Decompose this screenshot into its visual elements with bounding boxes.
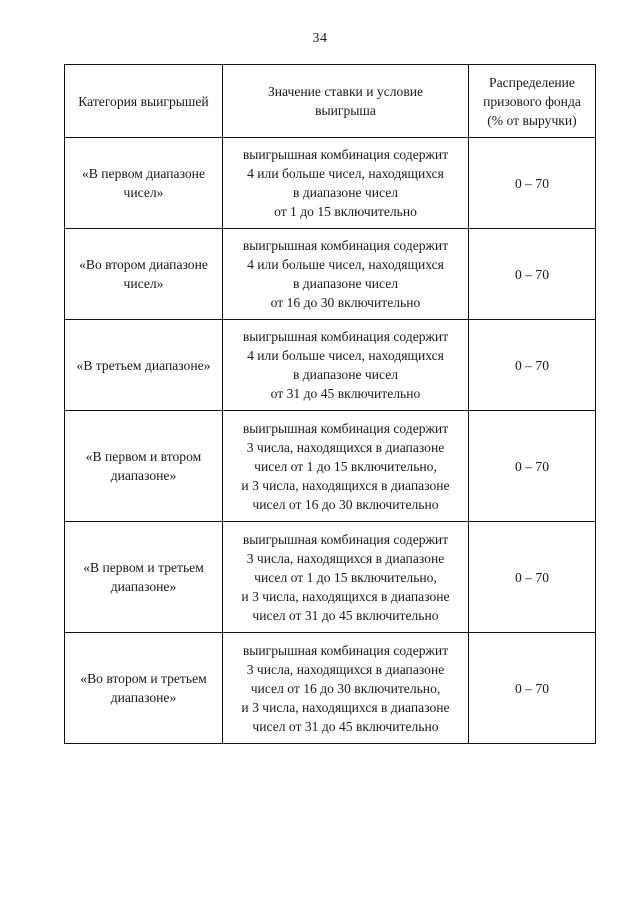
condition-cell [223, 522, 469, 633]
condition-line: от 1 до 15 включительно [274, 204, 417, 219]
table-row [65, 522, 596, 633]
category-cell: «В третьем диапазоне» [65, 320, 223, 411]
page-number: 34 [312, 31, 328, 46]
condition-line: в диапазоне чисел [292, 367, 399, 382]
category-cell: «Во втором и третьем диапазоне» [65, 633, 223, 744]
distribution-cell: 0 – 70 [469, 320, 596, 411]
condition-line: чисел от 31 до 45 включительно [252, 718, 439, 734]
condition-cell [223, 411, 469, 522]
condition-line: чисел от 16 до 30 включительно, [250, 680, 441, 696]
category-cell: «Во втором диапазоне чисел» [65, 229, 223, 320]
condition-line: выигрышная комбинация содержит [242, 147, 449, 162]
condition-cell [223, 229, 469, 320]
condition-line: чисел от 31 до 45 включительно [252, 607, 439, 623]
condition-line: и 3 числа, находящихся в диапазоне [241, 588, 450, 604]
condition-line: 3 числа, находящихся в диапазоне [246, 550, 445, 566]
distribution-cell: 0 – 70 [469, 411, 596, 522]
condition-line: в диапазоне чисел [292, 185, 399, 200]
header-condition: Значение ставки и условие выигрыша [223, 65, 469, 138]
table-row [65, 320, 596, 411]
table-row [65, 138, 596, 229]
condition-line: чисел от 16 до 30 включительно [252, 496, 439, 512]
table-header-row [65, 65, 596, 138]
condition-line: чисел от 1 до 15 включительно, [254, 569, 437, 585]
condition-line: выигрышная комбинация содержит [242, 531, 449, 547]
distribution-cell: 0 – 70 [469, 633, 596, 744]
condition-cell [223, 138, 469, 229]
prize-distribution-table [64, 64, 596, 744]
header-distribution: Распределение призового фонда (% от выручки) [469, 65, 596, 138]
condition-line: 4 или больше чисел, находящихся [247, 257, 444, 272]
condition-line: 4 или больше чисел, находящихся [247, 166, 444, 181]
header-category: Категория выигрышей [65, 65, 223, 138]
condition-line: и 3 числа, находящихся в диапазоне [241, 477, 450, 493]
condition-line: 3 числа, находящихся в диапазоне [246, 439, 445, 455]
condition-line: от 16 до 30 включительно [270, 295, 421, 310]
condition-line: выигрышная комбинация содержит [242, 329, 449, 344]
distribution-cell: 0 – 70 [469, 229, 596, 320]
table-row [65, 633, 596, 744]
condition-cell [223, 633, 469, 744]
table-row [65, 229, 596, 320]
table-row [65, 411, 596, 522]
distribution-cell: 0 – 70 [469, 138, 596, 229]
category-cell: «В первом диапазоне чисел» [65, 138, 223, 229]
condition-line: и 3 числа, находящихся в диапазоне [241, 699, 450, 715]
condition-line: 4 или больше чисел, находящихся [247, 348, 444, 363]
category-cell: «В первом и третьем диапазоне» [65, 522, 223, 633]
condition-line: 3 числа, находящихся в диапазоне [246, 661, 445, 677]
condition-line: от 31 до 45 включительно [270, 386, 421, 401]
condition-line: в диапазоне чисел [292, 276, 399, 291]
category-cell: «В первом и втором диапазоне» [65, 411, 223, 522]
condition-line: чисел от 1 до 15 включительно, [254, 458, 437, 474]
condition-line: выигрышная комбинация содержит [242, 238, 449, 253]
condition-cell [223, 320, 469, 411]
condition-line: выигрышная комбинация содержит [242, 420, 449, 436]
distribution-cell: 0 – 70 [469, 522, 596, 633]
condition-line: выигрышная комбинация содержит [242, 642, 449, 658]
